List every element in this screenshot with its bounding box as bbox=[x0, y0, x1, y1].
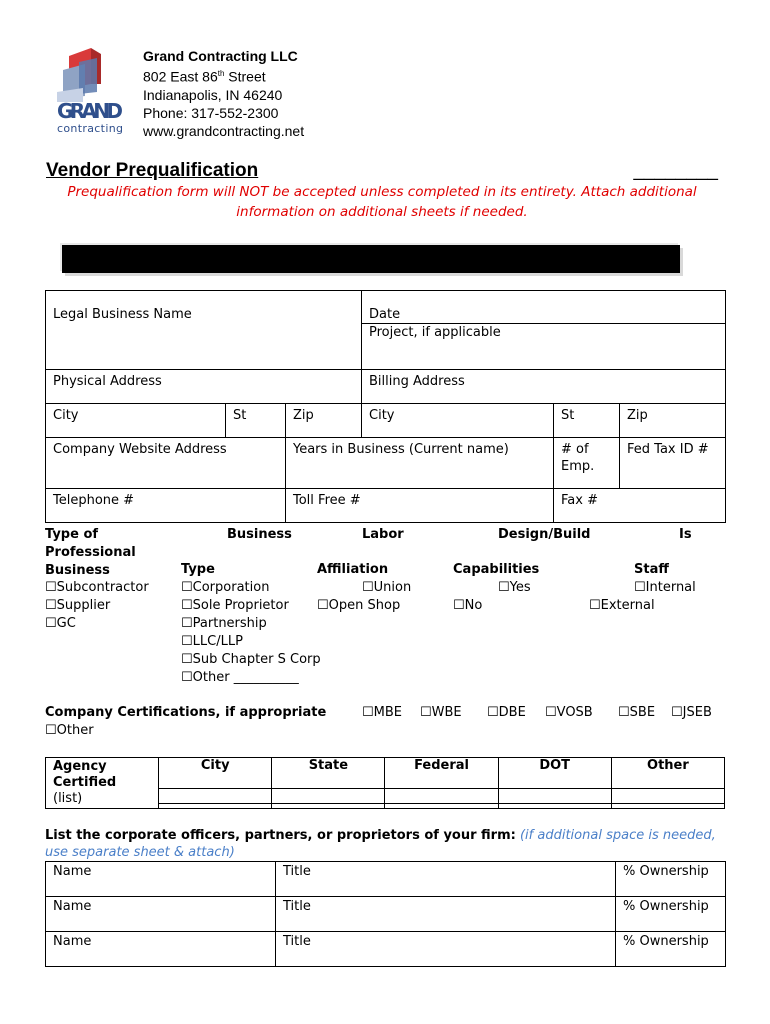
title-blank: ________ bbox=[633, 160, 718, 181]
page-title: Vendor Prequalification bbox=[46, 160, 259, 181]
checkbox-mbe[interactable]: ☐MBE bbox=[362, 705, 403, 720]
billing-address-field[interactable]: Billing Address bbox=[362, 370, 726, 404]
is-header: Is bbox=[679, 527, 692, 542]
officers-table bbox=[45, 861, 726, 967]
officers-intro-note: (if additional space is needed, use separate sheet & attach) bbox=[45, 828, 716, 860]
checkbox-vosb[interactable]: ☐VOSB bbox=[545, 705, 593, 720]
table-row bbox=[46, 932, 726, 967]
checkbox-design-no[interactable]: ☐No bbox=[453, 598, 483, 613]
zip-field[interactable]: Zip bbox=[286, 404, 362, 438]
officer-ownership-field[interactable]: % Ownership bbox=[616, 862, 726, 897]
checkbox-dbe[interactable]: ☐DBE bbox=[487, 705, 526, 720]
form-title-row bbox=[46, 160, 718, 182]
company-phone: Phone: 317-552-2300 bbox=[143, 104, 279, 121]
type-options bbox=[45, 579, 149, 633]
table-row bbox=[46, 897, 726, 932]
labor-header: Labor bbox=[362, 527, 404, 542]
table-row bbox=[46, 862, 726, 897]
website-field[interactable]: Company Website Address bbox=[46, 438, 286, 489]
col-state: State bbox=[272, 758, 385, 789]
checkbox-staff-external[interactable]: ☐External bbox=[589, 598, 655, 613]
checkbox-subcontractor[interactable]: ☐Subcontractor bbox=[45, 580, 149, 595]
company-website: www.grandcontracting.net bbox=[143, 122, 305, 139]
company-street: 802 East 86th Street bbox=[143, 68, 266, 85]
checkbox-cert-other[interactable]: ☐Other bbox=[45, 723, 94, 738]
warning-note: Prequalification form will NOT be accepted unless completed in its entirety. Attach additional information on additional sheets if needed. bbox=[67, 184, 697, 220]
business-header: Business bbox=[227, 527, 292, 542]
type-header: Type of Professional Business bbox=[45, 527, 136, 578]
officer-ownership-field[interactable]: % Ownership bbox=[616, 932, 726, 967]
checkbox-supplier[interactable]: ☐Supplier bbox=[45, 598, 111, 613]
years-field[interactable]: Years in Business (Current name) bbox=[286, 438, 554, 489]
design-capabilities-header: Capabilities bbox=[453, 562, 540, 577]
agency-cell[interactable] bbox=[385, 804, 498, 809]
checkbox-gc[interactable]: ☐GC bbox=[45, 616, 76, 631]
logo-subtext: contracting bbox=[57, 122, 123, 135]
agency-cell[interactable] bbox=[272, 804, 385, 809]
officers-intro bbox=[45, 827, 725, 861]
checkbox-s-corp[interactable]: ☐Sub Chapter S Corp bbox=[181, 652, 321, 667]
officer-name-field[interactable]: Name bbox=[46, 932, 276, 967]
col-dot: DOT bbox=[498, 758, 611, 789]
agency-cell[interactable] bbox=[611, 804, 724, 809]
col-other: Other bbox=[611, 758, 724, 789]
certifications-label: Company Certifications, if appropriate bbox=[45, 705, 327, 720]
date-label: Date bbox=[369, 307, 401, 322]
agency-cell[interactable] bbox=[159, 804, 272, 809]
officer-title-field[interactable]: Title bbox=[276, 932, 616, 967]
employees-field[interactable]: # of Emp. bbox=[554, 438, 620, 489]
officer-name-field[interactable]: Name bbox=[46, 862, 276, 897]
company-info bbox=[143, 47, 304, 140]
checkbox-sbe[interactable]: ☐SBE bbox=[618, 705, 656, 720]
col-city: City bbox=[159, 758, 272, 789]
officer-title-field[interactable]: Title bbox=[276, 862, 616, 897]
checkbox-design-yes[interactable]: ☐Yes bbox=[498, 580, 531, 595]
company-name: Grand Contracting LLC bbox=[143, 48, 298, 64]
staff-header: Staff bbox=[634, 562, 669, 577]
checkbox-corporation[interactable]: ☐Corporation bbox=[181, 580, 270, 595]
fed-tax-field[interactable]: Fed Tax ID # bbox=[620, 438, 726, 489]
checkbox-jseb[interactable]: ☐JSEB bbox=[671, 705, 712, 720]
agency-header: Agency Certified (list) bbox=[46, 758, 159, 809]
checkbox-sole-proprietor[interactable]: ☐Sole Proprietor bbox=[181, 598, 289, 613]
design-header: Design/Build bbox=[498, 527, 591, 542]
toll-free-field[interactable]: Toll Free # bbox=[286, 489, 554, 523]
date-project-field[interactable] bbox=[362, 291, 726, 370]
checkbox-business-other[interactable]: ☐Other __________ bbox=[181, 670, 299, 685]
city-field[interactable]: City bbox=[46, 404, 226, 438]
agency-cell[interactable] bbox=[159, 789, 272, 804]
checkbox-partnership[interactable]: ☐Partnership bbox=[181, 616, 267, 631]
checkbox-staff-internal[interactable]: ☐Internal bbox=[634, 580, 696, 595]
state-field[interactable]: St bbox=[226, 404, 286, 438]
billing-zip-field[interactable]: Zip bbox=[620, 404, 726, 438]
business-options bbox=[181, 579, 321, 687]
checkbox-llc[interactable]: ☐LLC/LLP bbox=[181, 634, 243, 649]
checkbox-open-shop[interactable]: ☐Open Shop bbox=[317, 598, 401, 613]
company-city: Indianapolis, IN 46240 bbox=[143, 86, 283, 103]
physical-address-field[interactable]: Physical Address bbox=[46, 370, 362, 404]
agency-cell[interactable] bbox=[272, 789, 385, 804]
officer-title-field[interactable]: Title bbox=[276, 897, 616, 932]
billing-state-field[interactable]: St bbox=[554, 404, 620, 438]
labor-affiliation-header: Affiliation bbox=[317, 562, 389, 577]
company-logo bbox=[55, 44, 127, 136]
logo-wordmark: GRAND bbox=[57, 99, 123, 123]
telephone-field[interactable]: Telephone # bbox=[46, 489, 286, 523]
checkbox-wbe[interactable]: ☐WBE bbox=[420, 705, 462, 720]
billing-city-field[interactable]: City bbox=[362, 404, 554, 438]
checkbox-union[interactable]: ☐Union bbox=[362, 580, 412, 595]
agency-cell[interactable] bbox=[385, 789, 498, 804]
business-info-grid bbox=[45, 290, 726, 523]
legal-name-field[interactable]: Legal Business Name bbox=[46, 291, 362, 370]
officer-ownership-field[interactable]: % Ownership bbox=[616, 897, 726, 932]
col-federal: Federal bbox=[385, 758, 498, 789]
officers-intro-label: List the corporate officers, partners, or proprietors of your firm: bbox=[45, 828, 516, 843]
fax-field[interactable]: Fax # bbox=[554, 489, 726, 523]
agency-certified-table bbox=[45, 757, 725, 809]
business-type-header: Type bbox=[181, 562, 215, 577]
officer-name-field[interactable]: Name bbox=[46, 897, 276, 932]
agency-cell[interactable] bbox=[498, 789, 611, 804]
agency-cell[interactable] bbox=[498, 804, 611, 809]
section-bar bbox=[62, 245, 680, 273]
project-label: Project, if applicable bbox=[362, 323, 725, 341]
agency-cell[interactable] bbox=[611, 789, 724, 804]
